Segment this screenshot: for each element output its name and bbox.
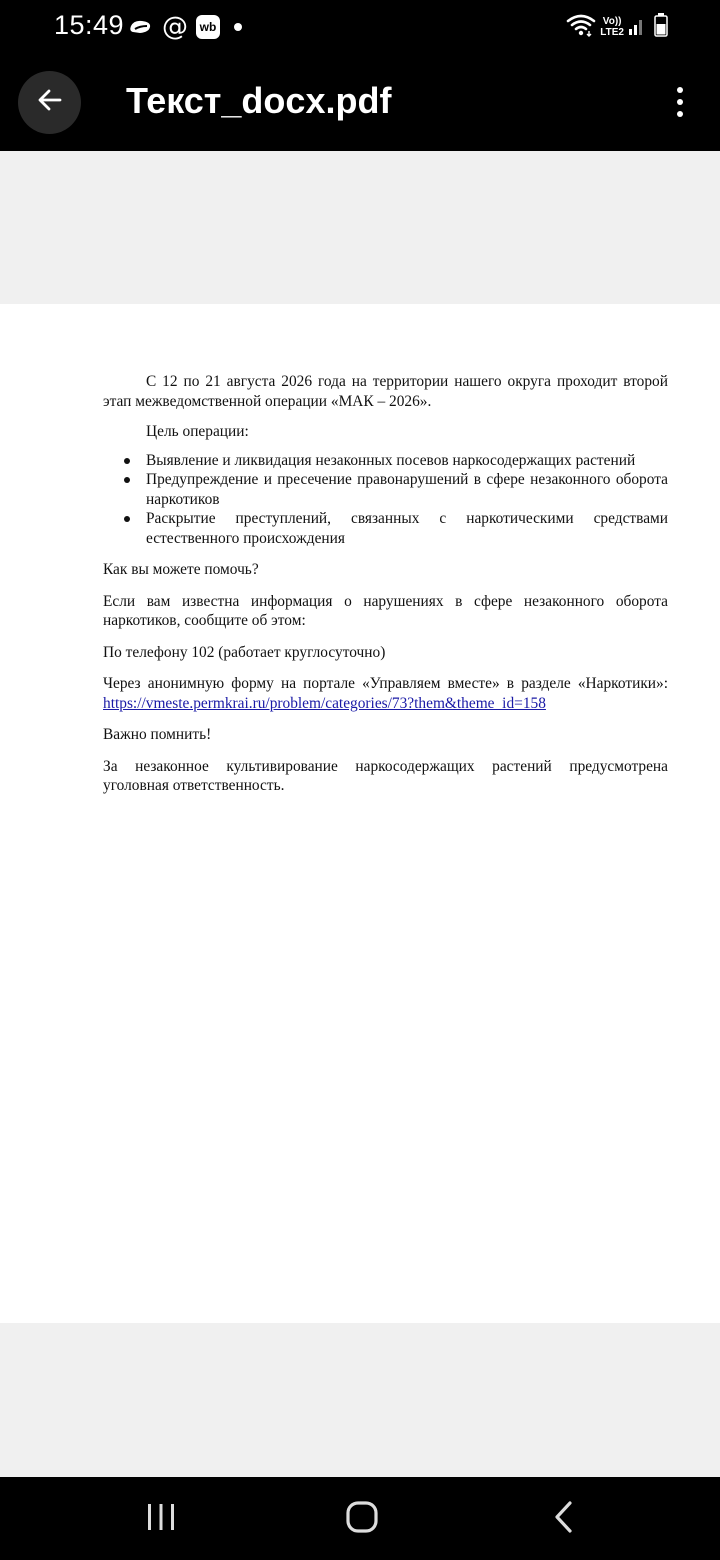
- navigation-bar: [0, 1477, 720, 1560]
- portal-paragraph: [103, 674, 668, 713]
- more-options-button[interactable]: [662, 82, 698, 122]
- lte-label: LTE2: [600, 27, 624, 38]
- battery-icon: [654, 13, 668, 42]
- liability-paragraph: За незаконное культивирование наркосодержащих растений предусмотрена уголовная ответственность.: [103, 757, 668, 794]
- home-button[interactable]: [332, 1497, 392, 1541]
- list-item-text: Раскрытие преступлений, связанных с наркотическими средствами естественного происхождения: [146, 510, 668, 547]
- system-status-icons: [566, 12, 668, 42]
- pdf-page[interactable]: [0, 304, 720, 1323]
- list-item: [103, 451, 668, 471]
- help-heading: Как вы можете помочь?: [103, 561, 259, 578]
- portal-text: Через анонимную форму на портале «Управляем вместе» в разделе «Наркотики»:: [103, 675, 668, 692]
- notification-dot-icon: [234, 23, 242, 31]
- signal-icon: [628, 14, 646, 41]
- goal-list: [103, 451, 668, 549]
- more-vert-icon: [677, 87, 683, 93]
- volte-label: Vo)): [602, 16, 622, 27]
- wifi-icon: [566, 13, 596, 42]
- back-button[interactable]: [18, 71, 81, 134]
- cloud-icon: [128, 17, 154, 37]
- notification-icons: [128, 13, 250, 41]
- remember-heading: Важно помнить!: [103, 726, 212, 743]
- status-time: 15:49: [54, 10, 125, 40]
- list-item-text: Предупреждение и пресечение правонарушений в сфере незаконного оборота наркотиков: [146, 471, 668, 508]
- page-content: [103, 372, 668, 808]
- more-vert-icon-dot: [677, 111, 683, 117]
- bullet-icon: [124, 477, 130, 483]
- list-item: [103, 470, 668, 509]
- nav-back-button[interactable]: [534, 1497, 594, 1541]
- recent-apps-button[interactable]: [131, 1497, 191, 1541]
- back-icon: [552, 1500, 576, 1539]
- home-icon: [345, 1500, 379, 1539]
- at-icon: @: [162, 12, 188, 42]
- intro-paragraph: С 12 по 21 августа 2026 года на территории нашего округа проходит второй этап межведомственной операции «МАК – 2026».: [103, 373, 668, 410]
- lte-icon: [600, 16, 624, 38]
- more-vert-icon-dot: [677, 99, 683, 105]
- document-title: Текст_docx.pdf: [126, 80, 392, 121]
- app-bar: [0, 52, 720, 151]
- list-item: [103, 509, 668, 548]
- recent-apps-icon: [145, 1501, 177, 1538]
- status-bar: [0, 0, 720, 52]
- goal-heading: Цель операции:: [146, 423, 249, 440]
- arrow-left-icon: [36, 86, 64, 119]
- list-item-text: Выявление и ликвидация незаконных посевов наркосодержащих растений: [146, 451, 636, 469]
- wb-app-icon: wb: [196, 15, 220, 39]
- help-paragraph: Если вам известна информация о нарушениях в сфере незаконного оборота наркотиков, сообщите об этом:: [103, 592, 668, 629]
- bullet-icon: [124, 516, 130, 522]
- bullet-icon: [124, 458, 130, 464]
- phone-paragraph: По телефону 102 (работает круглосуточно): [103, 643, 386, 661]
- portal-link[interactable]: https://vmeste.permkrai.ru/problem/categories/73?them&theme_id=158: [103, 694, 546, 712]
